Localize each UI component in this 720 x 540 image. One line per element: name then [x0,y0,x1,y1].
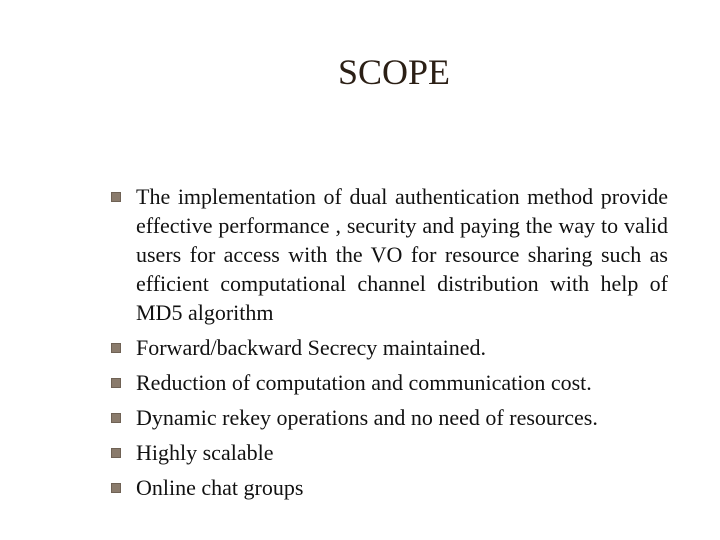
bullet-item [108,473,668,502]
square-bullet-icon [111,192,121,202]
square-bullet-icon [111,483,121,493]
bullet-item [108,403,668,432]
bullet-item [108,438,668,467]
square-bullet-icon [111,378,121,388]
bullet-item [108,333,668,362]
bullet-text: Highly scalable [136,440,274,465]
bullet-text: Reduction of computation and communication cost. [136,370,592,395]
bullet-list [108,182,668,508]
bullet-text: Forward/backward Secrecy maintained. [136,335,487,360]
bullet-text: Dynamic rekey operations and no need of resources. [136,405,598,430]
bullet-text: The implementation of dual authentication method provide effective performance , security and paying the way to valid users for access with the VO for resource sharing such as efficient computational channel distribution with help of MD5 algorithm [136,184,668,325]
slide-title: SCOPE [337,52,451,92]
square-bullet-icon [111,343,121,353]
bullet-text: Online chat groups [136,475,304,500]
square-bullet-icon [111,413,121,423]
bullet-item [108,182,668,327]
square-bullet-icon [111,448,121,458]
bullet-item [108,368,668,397]
